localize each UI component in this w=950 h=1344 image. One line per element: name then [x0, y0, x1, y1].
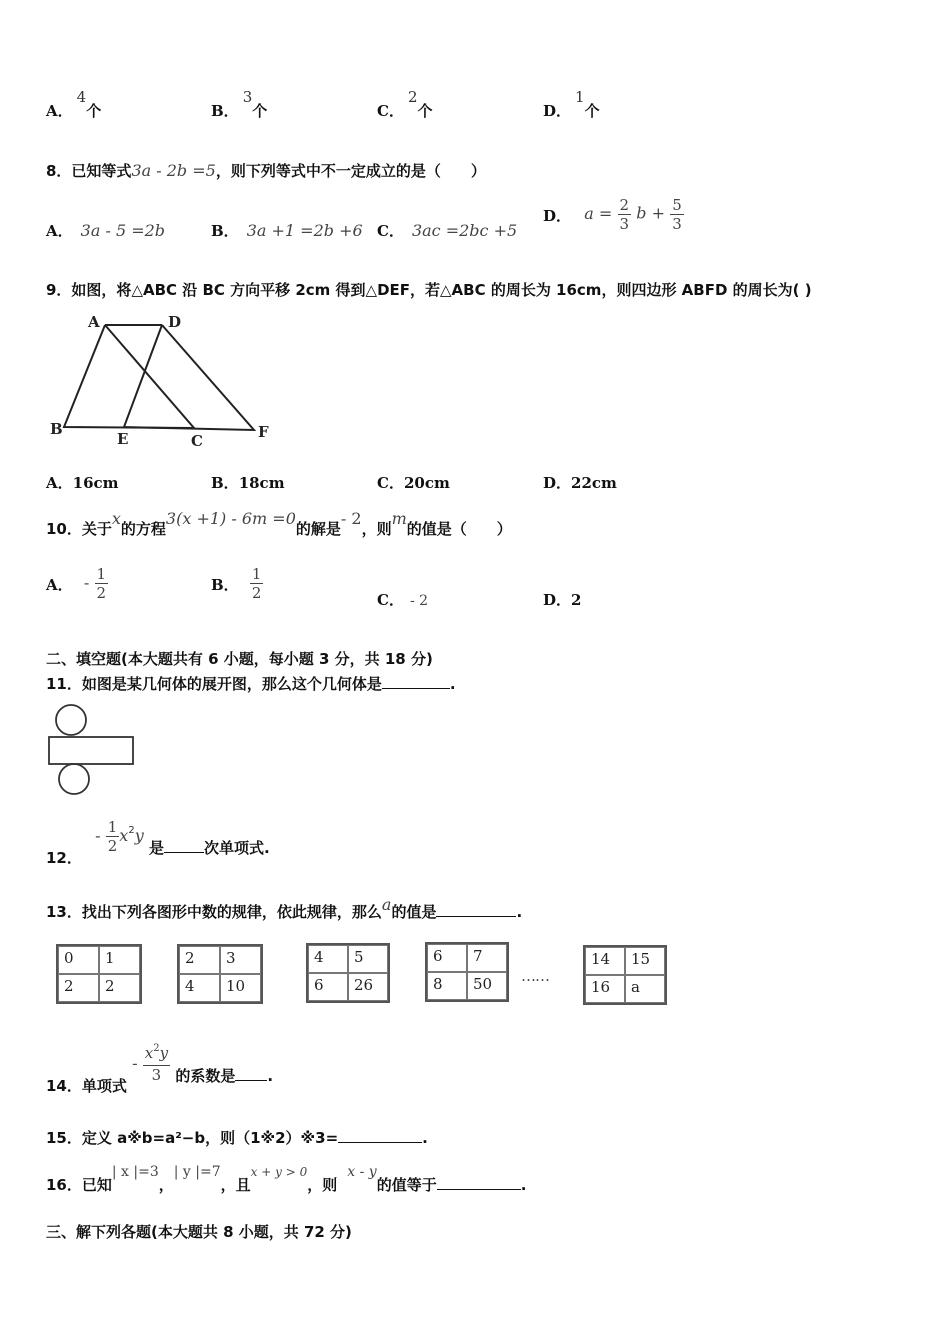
- section-3-heading: 三、解下列各题(本大题共 8 小题，共 72 分): [46, 1223, 352, 1241]
- q9-stem: 9．如图，将△ABC 沿 BC 方向平移 2cm 得到△DEF，若△ABC 的周长为 16cm，则四边形 ABFD 的周长为( ): [46, 281, 812, 299]
- fraction: $\frac{2}{3}$: [619, 196, 630, 233]
- q10-option-c: C． - 2: [377, 591, 429, 609]
- bottom-circle: [59, 764, 89, 794]
- q11-stem: 11．如图是某几何体的展开图，那么这个几何体是 .: [46, 675, 456, 693]
- answer-blank[interactable]: [338, 1142, 422, 1143]
- q9-option-c: C．20cm: [377, 474, 450, 492]
- fraction: $\frac{x^2y}{3}$: [144, 1043, 169, 1084]
- q8-stem: 8．已知等式3a - 2b =5，则下列等式中不一定成立的是（ ）: [46, 161, 486, 180]
- cell: 2: [179, 946, 220, 974]
- number-box-2: [177, 944, 263, 1004]
- number-box-5: [583, 945, 667, 1005]
- q9-figure-translated-triangles: [44, 310, 284, 450]
- label-e: E: [117, 430, 129, 448]
- q14-stem: 14．单项式 - $\frac{x^2y}{3}$ 的系数是 .: [46, 1043, 274, 1095]
- section-2-heading: 二、填空题(本大题共有 6 小题，每小题 3 分，共 18 分): [46, 650, 433, 668]
- q10-option-d: D．2: [543, 591, 582, 609]
- cell: 4: [179, 974, 220, 1002]
- cell: 10: [220, 974, 261, 1002]
- q16-stem: 16．已知| x |=3，| y |=7，且x + y > 0，则x - y的值等于 .: [46, 1164, 527, 1194]
- q7-option-d: D．1个: [543, 88, 600, 120]
- number-box-4: [425, 942, 509, 1002]
- cell: 15: [625, 947, 665, 975]
- q15-stem: 15．定义 a※b=a²−b，则（1※2）※3= .: [46, 1129, 428, 1147]
- label-b: B: [50, 420, 63, 438]
- cell: 6: [308, 973, 348, 1001]
- answer-blank[interactable]: [164, 852, 204, 853]
- cell: 26: [348, 973, 388, 1001]
- cell: 4: [308, 945, 348, 973]
- q11-cylinder-net-figure: [44, 703, 144, 798]
- label-f: F: [258, 423, 269, 441]
- cell: 2: [99, 974, 140, 1002]
- answer-blank[interactable]: [235, 1080, 267, 1081]
- q9-option-a: A．16cm: [46, 474, 119, 492]
- q13-stem: 13．找出下列各图形中数的规律，依此规律，那么a的值是 .: [46, 895, 523, 921]
- fraction: $\frac{1}{2}$: [96, 565, 107, 602]
- q10-option-a: A． - $\frac{1}{2}$: [46, 565, 107, 602]
- triangle-def: [124, 325, 254, 430]
- answer-blank[interactable]: [382, 688, 450, 689]
- q7-option-a: A．4个: [46, 88, 102, 120]
- fraction: $\frac{1}{2}$: [251, 565, 262, 602]
- number-box-3: [306, 943, 390, 1003]
- cell: 7: [467, 944, 507, 972]
- q10-option-b: B． $\frac{1}{2}$: [211, 565, 262, 602]
- fraction: $\frac{5}{3}$: [672, 196, 682, 233]
- cell: 8: [427, 972, 467, 1000]
- lateral-rectangle: [49, 737, 133, 764]
- cell: 6: [427, 944, 467, 972]
- cell: 16: [585, 975, 625, 1003]
- q8-option-a: A． 3a - 5 =2b: [46, 221, 166, 240]
- q8-option-b: B． 3a +1 =2b +6: [211, 221, 363, 240]
- q9-option-d: D．22cm: [543, 474, 617, 492]
- answer-blank[interactable]: [436, 916, 516, 917]
- top-circle: [56, 705, 86, 735]
- q8-option-c: C． 3ac =2bc +5: [377, 221, 518, 240]
- q7-option-c: C．2个: [377, 88, 433, 120]
- cell: 3: [220, 946, 261, 974]
- cell: 5: [348, 945, 388, 973]
- cell: 14: [585, 947, 625, 975]
- ellipsis: ……: [521, 967, 549, 985]
- label-a: A: [88, 313, 100, 331]
- q8-option-d: D． a = $\frac{2}{3}$ b + $\frac{5}{3}$: [543, 196, 682, 233]
- cell: 0: [58, 946, 99, 974]
- q12-stem: 12． - $\frac{1}{2}$ $x^2y$ 是 次单项式.: [46, 818, 270, 867]
- cell: 2: [58, 974, 99, 1002]
- cell: 50: [467, 972, 507, 1000]
- label-d: D: [168, 313, 182, 331]
- q9-option-b: B．18cm: [211, 474, 285, 492]
- q10-stem: 10．关于x的方程3(x +1) - 6m =0的解是- 2，则m的值是（ ）: [46, 509, 512, 538]
- q7-option-b: B．3个: [211, 88, 268, 120]
- label-c: C: [191, 432, 203, 450]
- number-box-1: [56, 944, 142, 1004]
- cell: a: [625, 975, 665, 1003]
- answer-blank[interactable]: [437, 1189, 521, 1190]
- fraction: $\frac{1}{2}$: [107, 818, 118, 855]
- cell: 1: [99, 946, 140, 974]
